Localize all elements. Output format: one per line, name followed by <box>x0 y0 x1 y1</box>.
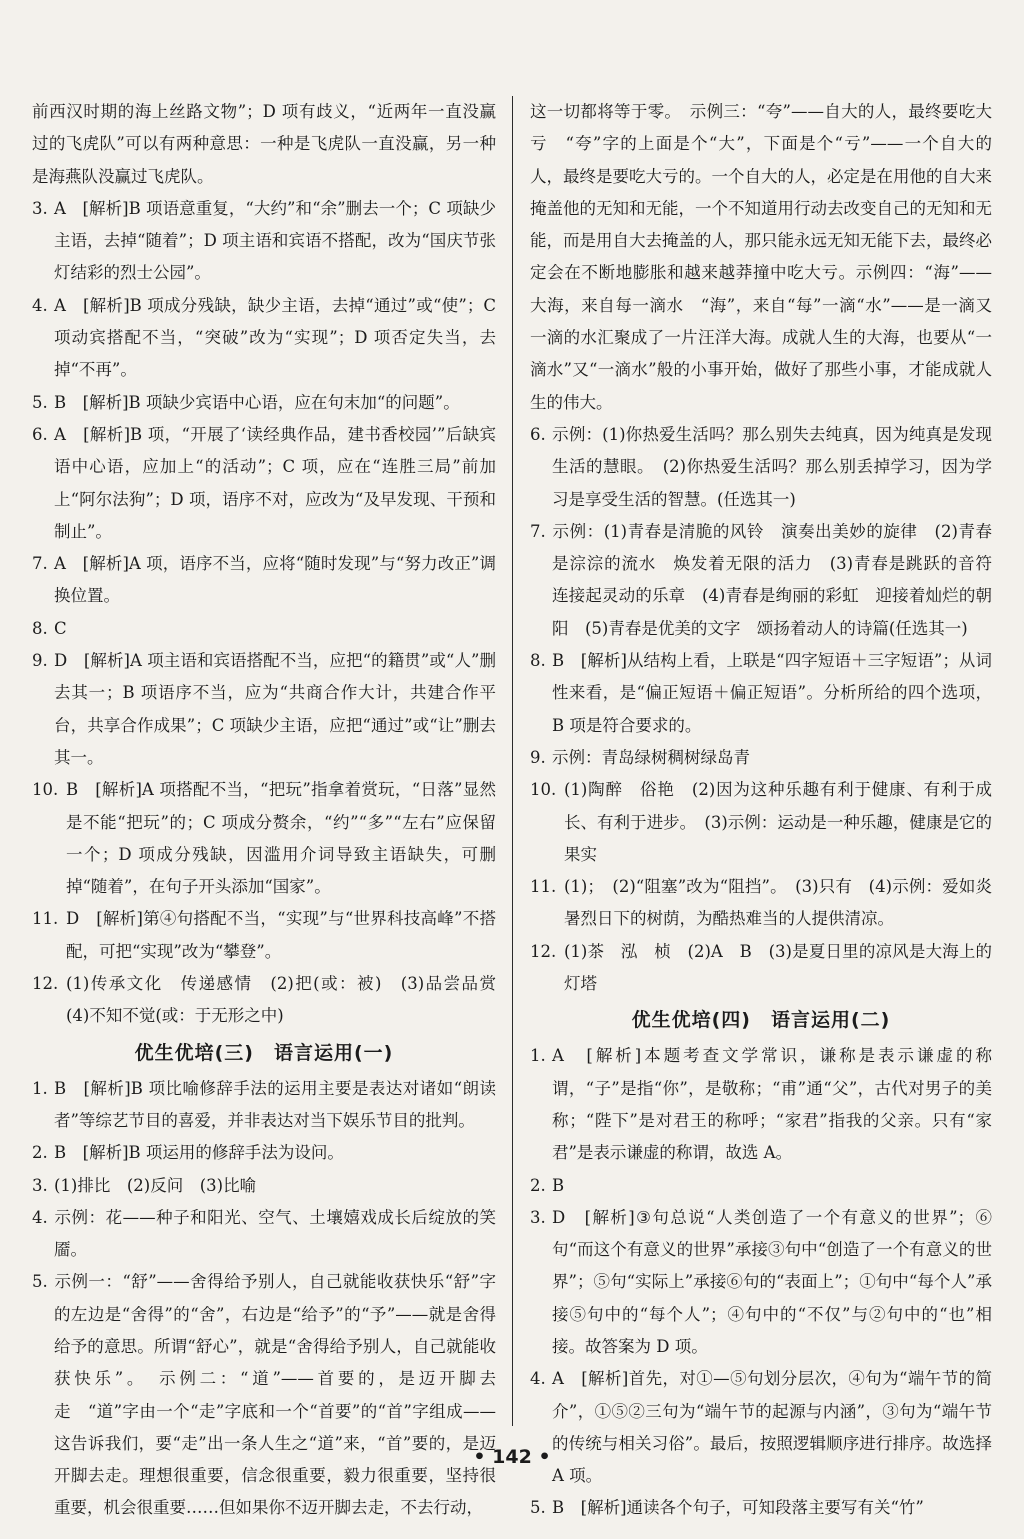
answer-item <box>32 613 496 645</box>
continued-paragraph: 前西汉时期的海上丝路文物”；D 项有歧义，“近两年一直没赢过的飞虎队”可以有两种意思：一种是飞虎队一直没赢，另一种是海燕队没赢过飞虎队。 <box>32 102 496 186</box>
answer-item <box>530 1363 992 1492</box>
item-number: 1. <box>530 1046 546 1066</box>
item-text: (1)陶醉 俗艳 (2)因为这种乐趣有利于健康、有利于成长、有利于进步。 (3)示例：运动是一种乐趣，健康是它的果实 <box>564 780 992 864</box>
item-number: 5. <box>32 392 48 412</box>
item-text: 示例：(1)青春是清脆的风铃 演奏出美妙的旋律 (2)青春是淙淙的流水 焕发着无限的活力 (3)青春是跳跃的音符 连接起灵动的乐章 (4)青春是绚丽的彩虹 迎接着灿烂的朝阳 (5)青春是优美的文字 颂扬着动人的诗篇(任选其一) <box>552 521 1009 638</box>
item-text: B [解析]B 项缺少宾语中心语，应在句末加“的问题”。 <box>54 392 460 412</box>
answer-item <box>32 548 496 613</box>
item-number: 4. <box>530 1369 546 1389</box>
answer-item <box>32 290 496 387</box>
answer-item <box>32 1266 496 1524</box>
answer-item <box>530 1202 992 1363</box>
answer-item <box>530 871 992 936</box>
item-number: 2. <box>32 1143 48 1163</box>
item-text: (1)茶 泓 桢 (2)A B (3)是夏日里的凉风是大海上的灯塔 <box>564 941 992 994</box>
item-number: 1. <box>32 1078 48 1098</box>
section-heading: 优生优培(四) 语言运用(二) <box>631 1009 891 1032</box>
column-divider <box>512 96 513 1426</box>
item-text: C <box>54 618 67 638</box>
item-text: B <box>552 1175 565 1195</box>
answer-item <box>530 1040 992 1169</box>
answer-item <box>530 742 992 774</box>
item-number: 4. <box>32 1207 48 1227</box>
item-text: (1)； (2)“阻塞”改为“阻挡”。 (3)只有 (4)示例：爱如炎暑烈日下的树荫，为酷热难当的人提供清凉。 <box>564 877 992 929</box>
item-number: 12. <box>530 941 557 961</box>
item-number: 3. <box>530 1207 546 1227</box>
page-number: • 142 • <box>473 1446 551 1468</box>
continued-paragraph: 这一切都将等于零。 示例三：“夸”——自大的人，最终要吃大亏 “夸”字的上面是个“大”，下面是个“亏”——一个自大的人，最终是要吃大亏的。一个自大的人，必定是在用他的自大来掩盖他的无知和无能，一个不知道用行动去改变自己的无知和无能，而是用自大去掩盖的人，那只能永远无知无能下去，最终必定会在不断地膨胀和越来越莽撞中吃大亏。示例四：“海”——大海，来自每一滴水 “海”，来自“每”一滴“水”——是一滴又一滴的水汇聚成了一片汪洋大海。成就人生的大海，也要从“一滴水”又“一滴水”般的小事开始，做好了那些小事，才能成就人生的伟大。 <box>530 102 992 412</box>
item-number: 11. <box>530 877 557 897</box>
item-number: 7. <box>530 521 546 541</box>
item-number: 5. <box>530 1498 546 1518</box>
item-text: D [解析]③句总说“人类创造了一个有意义的世界”；⑥句“而这个有意义的世界”承接③句中“创造了一个有意义的世界”；⑤句“实际上”承接⑥句的“表面上”；①句中“每个人”承接⑤句中的“每个人”；④句中的“不仅”与②句中的“也”相接。故答案为 D 项。 <box>552 1207 992 1356</box>
item-text: A [解析]B 项成分残缺，缺少主语，去掉“通过”或“使”；C 项动宾搭配不当，“突破”改为“实现”；D 项否定失当，去掉“不再”。 <box>54 295 496 380</box>
item-text: 示例：花——种子和阳光、空气、土壤嬉戏成长后绽放的笑靥。 <box>54 1207 496 1260</box>
item-number: 4. <box>32 295 48 315</box>
item-text: 示例：青岛绿树稠树绿岛青 <box>552 747 750 767</box>
answer-item <box>32 1073 496 1138</box>
item-number: 8. <box>32 618 48 638</box>
answer-item <box>32 774 496 903</box>
answer-item <box>32 193 496 290</box>
item-number: 7. <box>32 554 48 574</box>
item-number: 3. <box>32 198 48 218</box>
item-text: A [解析]B 项语意重复，“大约”和“余”删去一个；C 项缺少主语，去掉“随着”；D 项主语和宾语不搭配，改为“国庆节张灯结彩的烈士公园”。 <box>54 198 496 283</box>
item-text: B [解析]从结构上看，上联是“四字短语＋三字短语”；从词性来看，是“偏正短语＋偏正短语”。分析所给的四个选项，B 项是符合要求的。 <box>552 651 992 735</box>
item-text: B [解析]A 项搭配不当，“把玩”指拿着赏玩，“日落”显然是不能“把玩”的；C 项成分赘余，“约”“多”“左右”应保留一个；D 项成分残缺，因滥用介词导致主语缺失，可删掉“随着”，在句子开头添加“国家”。 <box>66 780 496 897</box>
item-number: 6. <box>530 424 546 444</box>
item-text: (1)传承文化 传递感情 (2)把(或：被) (3)品尝品赏 (4)不知不觉(或：于无形之中) <box>66 974 513 1026</box>
item-number: 9. <box>530 747 546 767</box>
item-text: B [解析]B 项比喻修辞手法的运用主要是表达对诸如“朗读者”等综艺节目的喜爱，并非表达对当下娱乐节目的批判。 <box>54 1078 496 1130</box>
right-column <box>530 96 1009 1525</box>
item-number: 5. <box>32 1272 48 1292</box>
answer-item <box>530 516 1009 645</box>
item-text: B [解析]通读各个句子，可知段落主要写有关“竹” <box>552 1498 924 1518</box>
item-number: 12. <box>32 974 59 994</box>
item-text: A [解析]本题考查文学常识，谦称是表示谦虚的称谓，“子”是指“你”，是敬称；“甫”通“父”，古代对男子的美称；“陛下”是对君王的称呼；“家君”指我的父亲。只有“家君”是表示谦虚的称谓，故选 A。 <box>552 1046 992 1163</box>
answer-item <box>530 419 992 516</box>
item-number: 6. <box>32 424 48 444</box>
item-text: B [解析]B 项运用的修辞手法为设问。 <box>54 1143 344 1163</box>
item-number: 2. <box>530 1175 546 1195</box>
answer-item <box>530 1170 992 1202</box>
item-text: 示例一：“舒”——舍得给予别人，自己就能收获快乐“舒”字的左边是“舍得”的“舍”，右边是“给予”的“予”——就是舍得给予的意思。所谓“舒心”，就是“舍得给予别人，自己就能收获快乐”。 示例二：“道”——首要的，是迈开脚去走 “道”字由一个“走”字底和一个“首要”的“首”字组成——这告诉我们，要“走”出一条人生之“道”来，“首”要的，是迈开脚去走。理想很重要，信念很重要，毅力很重要，坚持很重要，机会很重要……但如果你不迈开脚去走，不去行动， <box>54 1272 496 1518</box>
item-number: 3. <box>32 1175 48 1195</box>
section-heading: 优生优培(三) 语言运用(一) <box>134 1041 394 1064</box>
answer-item <box>530 936 992 1001</box>
answer-item <box>530 1492 992 1524</box>
answer-item <box>32 1202 496 1267</box>
item-number: 8. <box>530 651 546 671</box>
item-text: 示例：(1)你热爱生活吗？那么别失去纯真，因为纯真是发现生活的慧眼。 (2)你热爱生活吗？那么别丢掉学习，因为学习是享受生活的智慧。(任选其一) <box>552 424 992 509</box>
item-number: 10. <box>530 780 557 800</box>
item-text: A [解析]首先，对①—⑤句划分层次，④句为“端午节的简介”，①⑤②三句为“端午节的起源与内涵”，③句为“端午节的传统与相关习俗”。最后，按照逻辑顺序进行排序。故选择 A 项。 <box>552 1369 992 1486</box>
item-text: A [解析]B 项，“开展了‘读经典作品，建书香校园’”后缺宾语中心语，应加上“的活动”；C 项，应在“连胜三局”前加上“阿尔法狗”；D 项，语序不对，应改为“及早发现、干预和制止”。 <box>54 424 496 541</box>
item-text: D [解析]A 项主语和宾语搭配不当，应把“的籍贯”或“人”删去其一；B 项语序不当，应为“共商合作大计，共建合作平台，共享合作成果”；C 项缺少主语，应把“通过”或“让”删去其一。 <box>54 651 496 767</box>
answer-item <box>32 645 496 774</box>
answer-item <box>32 387 496 419</box>
answer-item <box>32 1170 496 1202</box>
answer-item <box>32 968 513 1033</box>
item-number: 11. <box>32 909 59 929</box>
answer-item <box>530 645 992 742</box>
answer-item <box>530 774 992 871</box>
item-text: (1)排比 (2)反问 (3)比喻 <box>54 1175 257 1195</box>
item-text: D [解析]第④句搭配不当，“实现”与“世界科技高峰”不搭配，可把“实现”改为“攀登”。 <box>66 909 496 961</box>
item-number: 9. <box>32 651 48 671</box>
answer-item <box>32 1137 496 1169</box>
item-number: 10. <box>32 780 59 800</box>
item-text: A [解析]A 项，语序不当，应将“随时发现”与“努力改正”调换位置。 <box>54 554 496 606</box>
answer-item <box>32 903 496 968</box>
answer-item <box>32 419 496 548</box>
